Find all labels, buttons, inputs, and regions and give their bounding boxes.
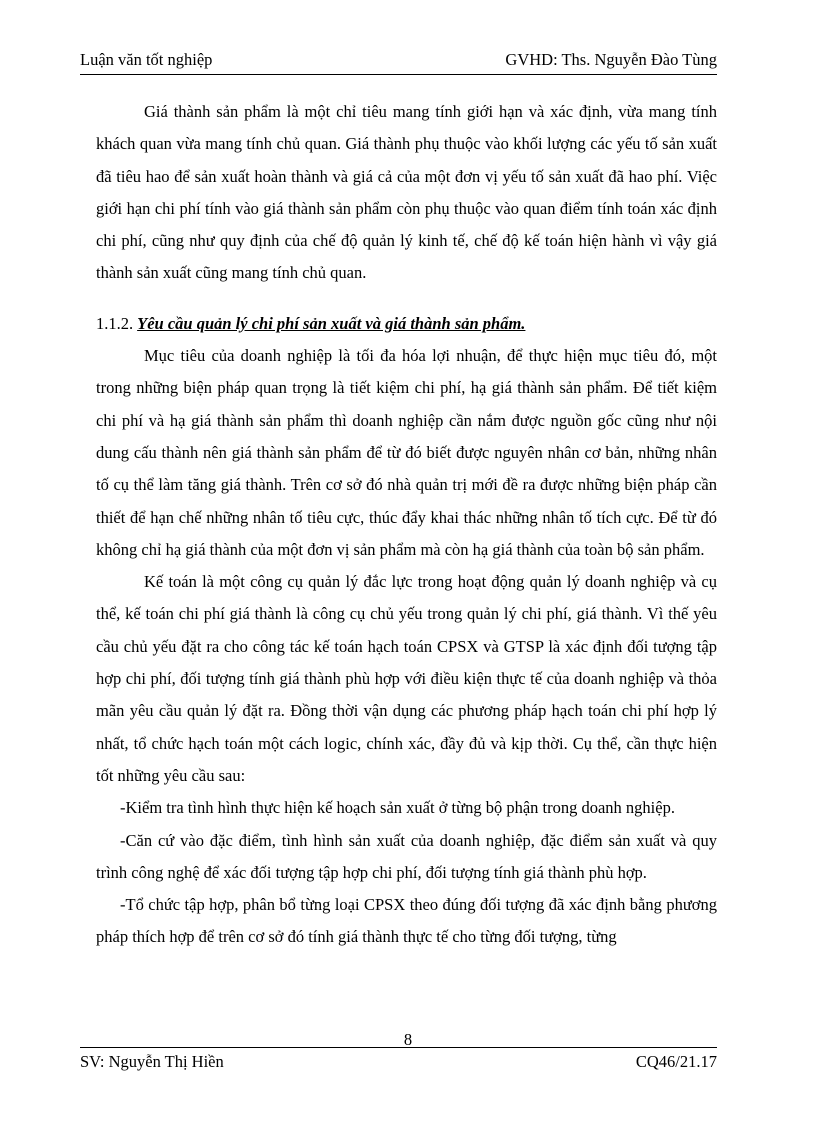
page-header xyxy=(80,50,717,70)
footer-rule xyxy=(80,1047,717,1048)
header-rule xyxy=(80,74,717,75)
footer-class-code: CQ46/21.17 xyxy=(635,1052,717,1071)
footer-student: SV: Nguyễn Thị Hiền xyxy=(80,1052,224,1071)
section-heading xyxy=(96,308,717,340)
paragraph-objectives: Mục tiêu của doanh nghiệp là tối đa hóa lợi nhuận, để thực hiện mục tiêu đó, một trong những biện pháp quan trọng là tiết kiệm chi phí, hạ giá thành sản phẩm. Để tiết kiệm chi phí và hạ giá thành sản phẩm thì doanh nghiệp cần nắm được nguồn gốc cũng như nội dung cấu thành nên giá thành sản phẩm để từ đó biết được nguyên nhân cơ bản, những nhân tố cụ thể làm tăng giá thành. Trên cơ sở đó nhà quản trị mới đề ra được những biện pháp cần thiết để hạn chế những nhân tố tiêu cực, thúc đẩy khai thác những nhân tố tích cực. Để từ đó không chỉ hạ giá thành của một đơn vị sản phẩm mà còn hạ giá thành của toàn bộ sản phẩm. xyxy=(96,346,717,559)
section-spacer xyxy=(96,290,717,308)
section-number: 1.1.2. xyxy=(96,313,134,333)
header-advisor: GVHD: Ths. Nguyễn Đào Tùng xyxy=(505,50,717,69)
section-title: Yêu cầu quản lý chi phí sản xuất và giá thành sản phẩm. xyxy=(137,313,526,333)
page-footer xyxy=(80,1052,717,1072)
header-thesis-label: Luận văn tốt nghiệp xyxy=(80,50,213,69)
requirement-item: -Căn cứ vào đặc điểm, tình hình sản xuất của doanh nghiệp, đặc điểm sản xuất và quy trình công nghệ để xác đối tượng tập hợp chi phí, đối tượng tính giá thành phù hợp. xyxy=(96,830,717,882)
page-number: 8 xyxy=(403,1030,413,1049)
page-body xyxy=(96,96,717,954)
requirement-item: -Kiểm tra tình hình thực hiện kế hoạch sản xuất ở từng bộ phận trong doanh nghiệp. xyxy=(120,798,675,818)
paragraph-accounting-role: Kế toán là một công cụ quản lý đắc lực trong hoạt động quản lý doanh nghiệp và cụ thể, kế toán chi phí giá thành là công cụ chủ yếu trong quản lý chi phí, giá thành. Vì thế yêu cầu chủ yếu đặt ra cho công tác kế toán hạch toán CPSX và GTSP là xác định đối tượng tập hợp chi phí, đối tượng tính giá thành phù hợp với điều kiện thực tế của doanh nghiệp và thỏa mãn yêu cầu quản lý đặt ra. Đồng thời vận dụng các phương pháp hạch toán chi phí hợp lý nhất, tổ chức hạch toán một cách logic, chính xác, đầy đủ và kịp thời. Cụ thể, cần thực hiện tốt những yêu cầu sau: xyxy=(96,572,717,785)
paragraph-cost-definition: Giá thành sản phẩm là một chỉ tiêu mang tính giới hạn và xác định, vừa mang tính khách quan vừa mang tính chủ quan. Giá thành phụ thuộc vào khối lượng các yếu tố sản xuất đã tiêu hao để sản xuất hoàn thành và giá cả của một đơn vị yếu tố sản xuất đã hao phí. Việc giới hạn chi phí tính vào giá thành sản phẩm còn phụ thuộc vào quan điểm tính toán xác định chi phí, cũng như quy định của chế độ quản lý kinh tế, chế độ kế toán hiện hành vì vậy giá thành sản xuất cũng mang tính chủ quan. xyxy=(96,102,717,283)
requirement-item: -Tổ chức tập hợp, phân bổ từng loại CPSX theo đúng đối tượng đã xác định bằng phương pháp thích hợp để trên cơ sở đó tính giá thành thực tế cho từng đối tượng, từng xyxy=(96,895,717,947)
